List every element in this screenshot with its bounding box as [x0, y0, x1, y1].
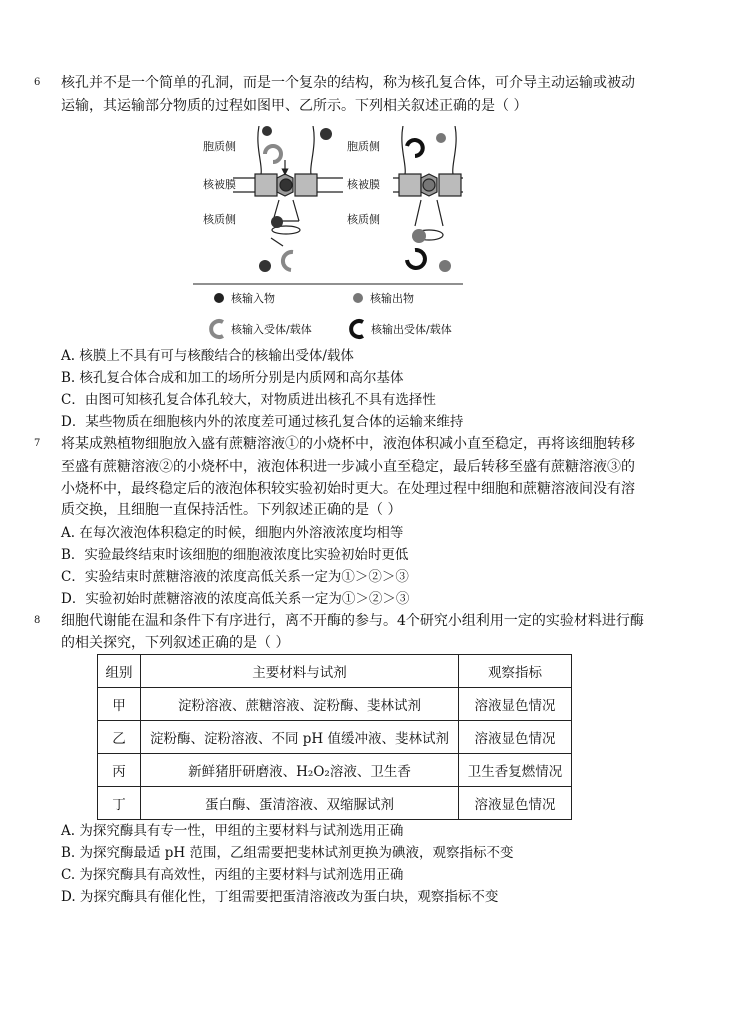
option-b: B. 为探究酶最适 pH 范围，乙组需要把斐林试剂更换为碘液，观察指标不变 — [61, 845, 514, 861]
export-receptor-icon — [351, 321, 363, 337]
table-cell: 淀粉溶液、蔗糖溶液、淀粉酶、斐林试剂 — [141, 688, 459, 721]
figure-label-nuclear-envelope: 核被膜 — [203, 178, 236, 191]
question-number: 6 — [34, 77, 41, 88]
figure-label-nuclear-envelope: 核被膜 — [347, 178, 380, 191]
table-row — [98, 787, 572, 820]
import-receptor-icon — [211, 321, 223, 337]
table-cell: 甲 — [98, 688, 141, 721]
panel-import-diagram — [233, 126, 343, 272]
import-cargo-icon — [214, 293, 224, 303]
question-stem-line: 运输，其运输部分物质的过程如图甲、乙所示。下列相关叙述正确的是（ ） — [61, 98, 528, 114]
figure-legend — [211, 291, 452, 337]
table-cell: 乙 — [98, 721, 141, 754]
option-d: D．实验初始时蔗糖溶液的浓度高低关系一定为①＞②＞③ — [61, 591, 410, 607]
nuclear-pore-figure — [193, 126, 463, 342]
table-header-cell: 组别 — [98, 655, 141, 688]
table-header-cell: 主要材料与试剂 — [141, 655, 459, 688]
table-row — [98, 688, 572, 721]
option-d: D．某些物质在细胞核内外的浓度差可通过核孔复合体的运输来维持 — [61, 414, 464, 430]
option-c: C. 为探究酶具有高效性，丙组的主要材料与试剂选用正确 — [61, 867, 404, 883]
question-stem-line: 至盛有蔗糖溶液②的小烧杯中，液泡体积进一步减小直至稳定，最后转移至盛有蔗糖溶液③的 — [61, 459, 635, 475]
option-b: B. 核孔复合体合成和加工的场所分别是内质网和高尔基体 — [61, 370, 404, 386]
panel-export-diagram — [393, 126, 463, 272]
table-cell: 丙 — [98, 754, 141, 787]
table-header-row — [98, 655, 572, 688]
option-c: C．实验结束时蔗糖溶液的浓度高低关系一定为①＞②＞③ — [61, 569, 409, 585]
question-stem-line: 将某成熟植物细胞放入盛有蔗糖溶液①的小烧杯中，液泡体积减小直至稳定，再将该细胞转移 — [61, 436, 635, 452]
option-b: B．实验最终结束时该细胞的细胞液浓度比实验初始时更低 — [61, 547, 409, 563]
question-stem-line: 的相关探究，下列叙述正确的是（ ） — [61, 635, 290, 651]
question-stem-line: 小烧杯中，最终稳定后的液泡体积较实验初始时更大。在处理过程中细胞和蔗糖溶液间没有溶 — [61, 481, 635, 497]
option-a: A. 在每次液泡体积稳定的时候，细胞内外溶液浓度均相等 — [61, 525, 404, 541]
legend-import-cargo: 核输入物 — [231, 292, 275, 305]
table-cell: 蛋白酶、蛋清溶液、双缩脲试剂 — [141, 787, 459, 820]
question-stem-line: 核孔并不是一个简单的孔洞，而是一个复杂的结构，称为核孔复合体，可介导主动运输或被动 — [61, 75, 635, 91]
option-a: A. 核膜上不具有可与核酸结合的核输出受体/载体 — [61, 348, 354, 364]
figure-label-nucleoplasm-side: 核质侧 — [203, 213, 236, 226]
legend-import-receptor: 核输入受体/载体 — [231, 323, 312, 336]
question-stem-line: 质交换，且细胞一直保持活性。下列叙述正确的是（ ） — [61, 502, 402, 518]
option-c: C．由图可知核孔复合体孔较大，对物质进出核孔不具有选择性 — [61, 392, 436, 408]
table-cell: 新鲜猪肝研磨液、H₂O₂溶液、卫生香 — [141, 754, 459, 787]
question-number: 8 — [34, 615, 41, 626]
table-cell: 溶液显色情况 — [459, 787, 572, 820]
table-cell: 卫生香复燃情况 — [459, 754, 572, 787]
table-row — [98, 754, 572, 787]
table-cell: 淀粉酶、淀粉溶液、不同 pH 值缓冲液、斐林试剂 — [141, 721, 459, 754]
legend-export-receptor: 核输出受体/载体 — [371, 323, 452, 336]
option-a: A. 为探究酶具有专一性，甲组的主要材料与试剂选用正确 — [61, 823, 404, 839]
option-d: D. 为探究酶具有催化性，丁组需要把蛋清溶液改为蛋白块，观察指标不变 — [61, 889, 499, 905]
table-cell: 溶液显色情况 — [459, 688, 572, 721]
table-row — [98, 721, 572, 754]
question-number: 7 — [34, 438, 41, 449]
table-header-cell: 观察指标 — [459, 655, 572, 688]
figure-label-nucleoplasm-side: 核质侧 — [347, 213, 380, 226]
table-cell: 溶液显色情况 — [459, 721, 572, 754]
experiment-table — [97, 654, 572, 820]
export-cargo-icon — [353, 293, 363, 303]
legend-export-cargo: 核输出物 — [370, 292, 414, 305]
figure-label-cytoplasm-side: 胞质侧 — [203, 140, 236, 153]
table-cell: 丁 — [98, 787, 141, 820]
figure-label-cytoplasm-side: 胞质侧 — [347, 140, 380, 153]
question-stem-line: 细胞代谢能在温和条件下有序进行，离不开酶的参与。4个研究小组利用一定的实验材料进行酶 — [61, 613, 644, 629]
